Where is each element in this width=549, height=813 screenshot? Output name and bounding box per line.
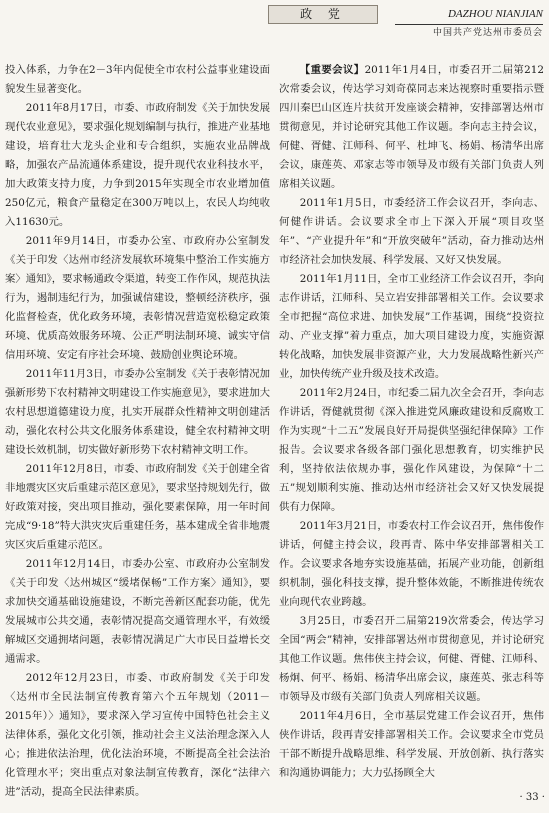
paragraph: 3月25日，市委召开二届第219次常委会，传达学习全国“两会”精神，安排部署达州市贯彻意见，并讨论研究其他工作议题。焦伟侠主持会议，何健、胥健、江师科、杨炯、何平、杨娟、杨清华出席会议，康莲英、张志科等市领导及市级有关部门负责人列席相关议题。 [279,615,544,703]
left-column [5,61,270,802]
section-title: 政 党 [268,5,378,24]
paragraph: 2011年8月17日，市委、市政府制发《关于加快发展现代农业意见》，要求强化规划编制与执行，推进产业基地建设，培育壮大龙头企业和专合组织，实施农业品牌战略，加强农产品流通体系建设，提升现代农业科技水平，加大政策支持力度，力争到2015年实现全市农业增加值250亿元，粮食产量稳定在300万吨以上，农民人均纯收入11630元。 [5,102,270,228]
paragraph: 2011年3月21日，市委农村工作会议召开，焦伟俊作讲话，何健主持会议，段再青、陈中华安排部署相关工作。会议要求各地夯实设施基础，拓展产业功能，创新组织机制，强化科技支撑，提升整体效能，不断推进传统农业向现代农业跨越。 [279,520,544,608]
section-label: 【重要会议】 [299,64,365,76]
paragraph-important-meetings [279,61,544,194]
journal-subtitle: 中国共产党达州市委员会 [432,28,543,38]
paragraph: 2011年12月8日，市委、市政府制发《关于创建全省非地震灾区灾后重建示范区意见》，要求坚持规划先行，做好政策对接，突出项目推动，强化要素保障，用一年时间完成“9·18”特大洪灾灾后重建任务，基本建成全省非地震灾区灾后重建示范区。 [5,463,270,551]
paragraph: 2012年12月23日，市委、市政府制发《关于印发〈达州市全民法制宣传教育第六个五年规划（2011－2015年）〉通知》，要求深入学习宣传中国特色社会主义法律体系，强化文化引领，推动社会主义法治理念深入人心；推进依法治理，优化法治环境，不断提高全社会法治化管理水平；突出重点对象法制宣传教育，深化“法律六进”活动，提高全民法律素质。 [5,672,270,798]
paragraph: 2011年11月3日，市委办公室制发《关于表彰情况加强新形势下农村精神文明建设工作实施意见》，要求进加大农村思想道德建设力度，扎实开展群众性精神文明创建活动，强化农村公共文化服务体系建设，健全农村精神文明建设长效机制，切实做好新形势下农村精神文明工作。 [5,368,270,456]
paragraph-text: 2011年1月4日，市委召开二届第212次常委会议，传达学习刘奇葆同志来达视察时重要指示暨四川秦巴山区连片扶贫开发座谈会精神，安排部署达州市贯彻意见，并讨论研究其他工作议题。李向志主持会议，何健、胥健、江师科、何平、杜坤飞、杨娟、杨清华出席会议，康莲英、邓家志等市领导及市级有关部门负责人列席相关议题。 [279,64,544,190]
journal-name: DAZHOU NIANJIAN [447,8,543,20]
paragraph: 2011年9月14日，市委办公室、市政府办公室制发《关于印发〈达州市经济发展软环境集中整治工作实施方案〉通知》，要求畅通政令渠道，转变工作作风，规范执法行为，遏制违纪行为，加强诚信建设，整顿经济秩序，强化监督检查，优化政务环境，表彰情况营造宽松稳定政策环境、优质高效服务环境、公正严明法制环境、诚实守信信用环境、安定有序社会环境、鼓励创业舆论环境。 [5,235,270,361]
paragraph: 2011年1月5日，市委经济工作会议召开，李向志、何健作讲话。会议要求全市上下深入开展“项目攻坚年”、“产业提升年”和“开放突破年”活动，奋力推动达州市经济社会加快发展、科学发展、又好又快发展。 [279,197,544,266]
paragraph: 2011年4月6日，全市基层党建工作会议召开，焦伟侠作讲话，段再青安排部署相关工作。会议要求全市党员干部不断提升战略思维、科学发展、开放创新、执行落实和沟通协调能力；大力弘扬顾全大 [279,710,544,779]
header-rule [395,24,543,25]
paragraph: 2011年2月24日，市纪委二届九次全会召开，李向志作讲话，胥健就贯彻《深入推进党风廉政建设和反腐败工作为实现“十二五”发展良好开局提供坚强纪律保障》工作报告。会议要求各级各部门强化思想教育，切实维护民利，坚持依法依规办事，强化作风建设，为保障“十二五”规划顺利实施、推动达州市经济社会又好又快发展提供有力保障。 [279,387,544,513]
paragraph: 2011年1月11日，全市工业经济工作会议召开，李向志作讲话，江师科、吴立岩安排部署相关工作。会议要求全市把握“高位求进、加快发展”工作基调，围绕“投资拉动、产业支撑”着力重点，加大项目建设力度，实施资源转化战略，加快发展非资源产业，大力发展战略性新兴产业，加快传统产业升级及技术改造。 [279,273,544,380]
page-number: · 33 · [519,792,545,803]
paragraph: 投入体系，力争在2－3年内促使全市农村公益事业建设面貌发生显著变化。 [5,64,270,95]
paragraph: 2011年12月14日，市委办公室、市政府办公室制发《关于印发〈达州城区“缓堵保畅”工作方案〉通知》，要求加快交通基础设施建设，不断完善新区配套功能，优先发展城市公共交通，表彰情况提高交通管理水平，有效缓解城区交通拥堵问题，表彰情况满足广大市民日益增长交通需求。 [5,558,270,665]
right-column [279,61,544,783]
